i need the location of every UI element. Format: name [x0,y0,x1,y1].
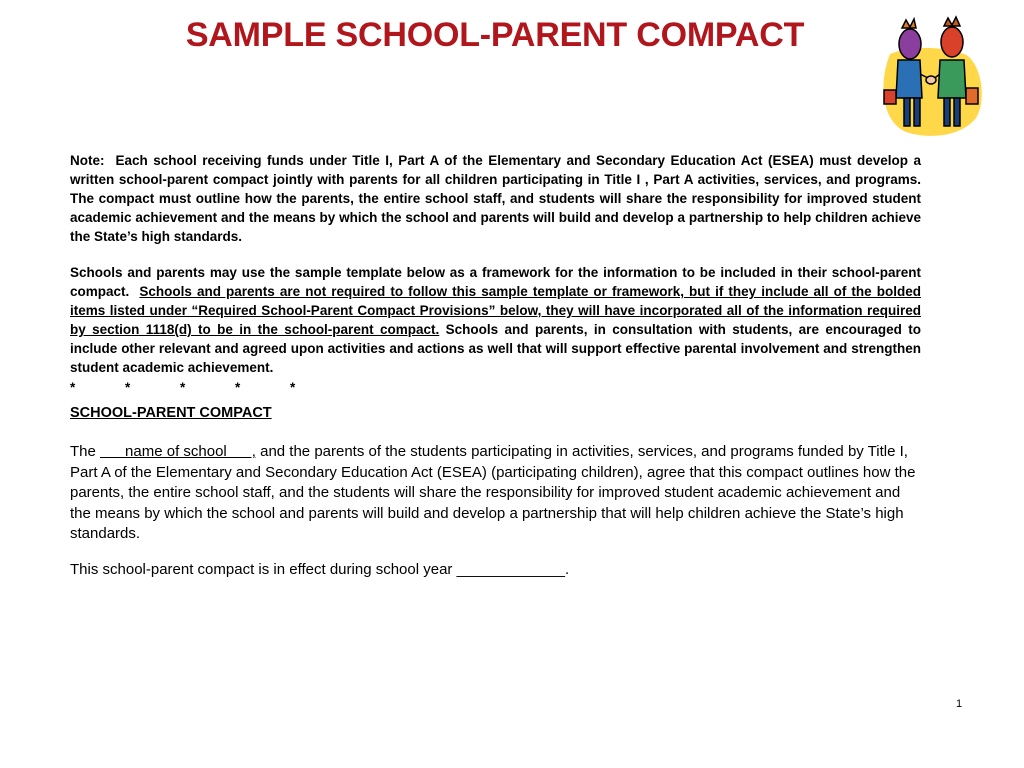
asterisk: * [290,380,296,395]
page-number: 1 [956,698,963,710]
compact-heading: SCHOOL-PARENT COMPACT [70,405,272,421]
note-label: Note: [70,153,105,168]
asterisk: * [70,380,76,395]
template-paragraph [70,263,921,377]
template-intro: Schools and parents may use the sample template below as a framework for the information to be included in their school-parent compact. [70,265,921,299]
compact-lead: The [70,443,96,460]
compact-paragraph [70,442,921,545]
two-people-handshake-icon [876,14,984,138]
template-underlined: Schools and parents are not required to follow this sample template or framework, but if they include all of the bolded items listed under “Required School-Parent Compact Provisions” below, they will have incorporated all of the information required by section 1118(d) to be in the school-parent compact. [70,284,921,337]
effect-line: This school-parent compact is in effect during school year _____________. [70,560,570,578]
asterisk-separator [70,379,921,397]
page-title: SAMPLE SCHOOL-PARENT COMPACT [185,16,805,54]
note-paragraph [70,151,921,246]
asterisk: * [180,380,186,395]
school-name-blank: name of school , [100,443,256,460]
template-closing: Schools and parents, in consultation with students, are encouraged to include other relevant and agreed upon activities and actions as well that will support effective parental involvement and strengthen student academic achievement. [70,322,921,375]
compact-body: and the parents of the students participating in activities, services, and programs funded by Title I, Part A of the Elementary and Secondary Education Act (ESEA) (participating children), agree that this compact outlines how the parents, the entire school staff, and the students will share the responsibility for improved student academic achievement and the means by which the school and parents will build and develop a partnership that will help children achieve the State’s high standards. [70,443,916,542]
document-body [70,151,921,595]
asterisk: * [235,380,241,395]
note-text: Each school receiving funds under Title I, Part A of the Elementary and Secondary Education Act (ESEA) must develop a written school-parent compact jointly with parents for all children participating in Title I , Part A activities, services, and programs. The compact must outline how the parents, the entire school staff, and students will share the responsibility for improved student academic achievement and the means by which the school and parents will build and develop a partnership to help children achieve the State’s high standards. [70,153,921,244]
asterisk: * [125,380,131,395]
